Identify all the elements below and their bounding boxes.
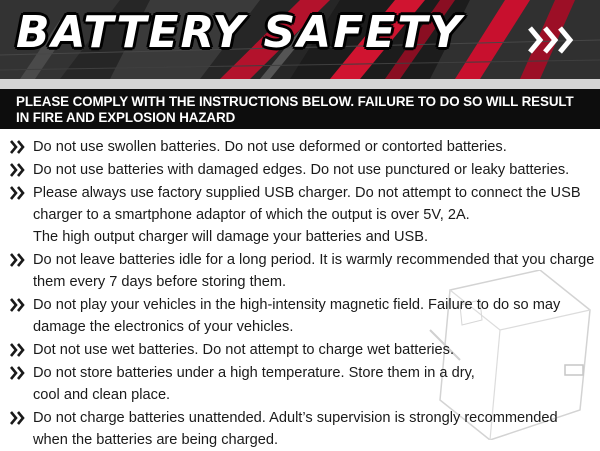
item-text: Please always use factory supplied USB charger. Do not attempt to connect the USB — [33, 185, 581, 201]
list-item — [0, 136, 600, 158]
divider-band — [0, 79, 600, 89]
double-chevron-right-icon — [9, 186, 25, 200]
item-text: Do not play your vehicles in the high-intensity magnetic field. Failure to do so may — [33, 297, 561, 313]
item-text: them every 7 days before storing them. — [33, 274, 287, 290]
triple-chevron-right-icon — [527, 25, 575, 55]
item-text: Do not use batteries with damaged edges. Do not use punctured or leaky batteries. — [33, 162, 570, 178]
warning-text: PLEASE COMPLY WITH THE INSTRUCTIONS BELOW. FAILURE TO DO SO WILL RESULT IN FIRE AND EXPLOSION HAZARD — [16, 94, 574, 125]
list-item — [0, 249, 600, 293]
item-text: Do not leave batteries idle for a long period. It is warmly recommended that you charge — [33, 252, 595, 268]
safety-instructions-list — [0, 136, 600, 451]
item-text: Do not charge batteries unattended. Adult’s supervision is strongly recommended — [33, 410, 558, 426]
item-text: Do not use swollen batteries. Do not use deformed or contorted batteries. — [33, 139, 507, 155]
list-item — [0, 339, 600, 361]
header-banner — [0, 0, 600, 79]
warning-banner — [0, 89, 600, 129]
double-chevron-right-icon — [9, 298, 25, 312]
item-text: cool and clean place. — [33, 387, 171, 403]
double-chevron-right-icon — [9, 253, 25, 267]
item-text: when the batteries are being charged. — [33, 432, 279, 448]
list-item — [0, 294, 600, 338]
item-text: Do not store batteries under a high temperature. Store them in a dry, — [33, 365, 475, 381]
item-text: The high output charger will damage your batteries and USB. — [33, 229, 429, 245]
double-chevron-right-icon — [9, 366, 25, 380]
item-text: charger to a smartphone adaptor of which the output is over 5V, 2A. — [33, 207, 470, 223]
list-item — [0, 182, 600, 248]
double-chevron-right-icon — [9, 411, 25, 425]
double-chevron-right-icon — [9, 163, 25, 177]
list-item — [0, 407, 600, 451]
list-item — [0, 159, 600, 181]
double-chevron-right-icon — [9, 140, 25, 154]
list-item — [0, 362, 600, 406]
item-text: damage the electronics of your vehicles. — [33, 319, 294, 335]
page-title: BATTERY SAFETY — [16, 7, 464, 58]
double-chevron-right-icon — [9, 343, 25, 357]
item-text: Dot not use wet batteries. Do not attempt to charge wet batteries. — [33, 342, 455, 358]
